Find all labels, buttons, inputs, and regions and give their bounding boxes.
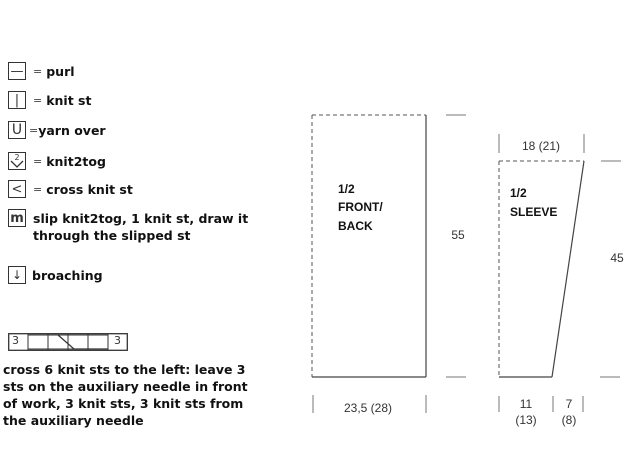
front-back-title-line3: BACK [338, 219, 373, 233]
front-back-title-line1: 1/2 [338, 182, 355, 196]
legend-knit2tog: 2 = knit2tog [8, 152, 106, 170]
purl-label: purl [46, 63, 75, 79]
cross-knit-label: cross knit st [46, 181, 133, 197]
sleeve-bottom-width-b: 7 [565, 397, 573, 411]
slip-symbol-icon: m [8, 209, 26, 227]
knit-label: knit st [46, 92, 92, 108]
broaching-label: broaching [32, 267, 103, 283]
cross-knit-symbol-icon: < [8, 180, 26, 198]
knit-symbol-icon: | [8, 91, 26, 109]
front-back-piece [312, 115, 426, 377]
sleeve-bottom-width-a-alt: (13) [515, 413, 537, 427]
yarn-over-symbol-icon: U [8, 121, 26, 139]
sleeve-title-line2: SLEEVE [510, 205, 558, 219]
sleeve-bottom-width-b-alt: (8) [561, 413, 577, 427]
broaching-arrow-icon: ↓ [8, 266, 26, 284]
legend-purl: — = purl [8, 62, 75, 80]
cable-label: cross 6 knit sts to the left: leave 3 sts on the auxiliary needle in front of work, 3 knit sts, 3 knit sts from the auxiliary needle [3, 362, 248, 428]
front-back-title-line2: FRONT/ [338, 200, 383, 214]
legend-knit: | = knit st [8, 91, 91, 109]
legend-cross-knit: < = cross knit st [8, 180, 133, 198]
purl-symbol-icon: — [8, 62, 26, 80]
slip-label: slip knit2tog, 1 knit st, draw it through the slipped st [33, 211, 249, 243]
front-back-width-label: 23,5 (28) [343, 401, 393, 415]
cable-right-count: 3 [114, 334, 121, 347]
knit2tog-label: knit2tog [46, 153, 106, 169]
knit2tog-symbol-icon: 2 [8, 152, 26, 170]
front-back-height-label: 55 [451, 228, 465, 242]
sleeve-bottom-width-a: 11 [519, 397, 533, 411]
sleeve-top-width-label: 18 (21) [521, 139, 561, 153]
legend-yarn-over: U = yarn over [8, 121, 106, 139]
cable-left-count: 3 [12, 334, 19, 347]
sleeve-height-label: 45 [610, 251, 624, 265]
sleeve-title-line1: 1/2 [510, 186, 527, 200]
yarn-over-label: yarn over [38, 122, 106, 138]
